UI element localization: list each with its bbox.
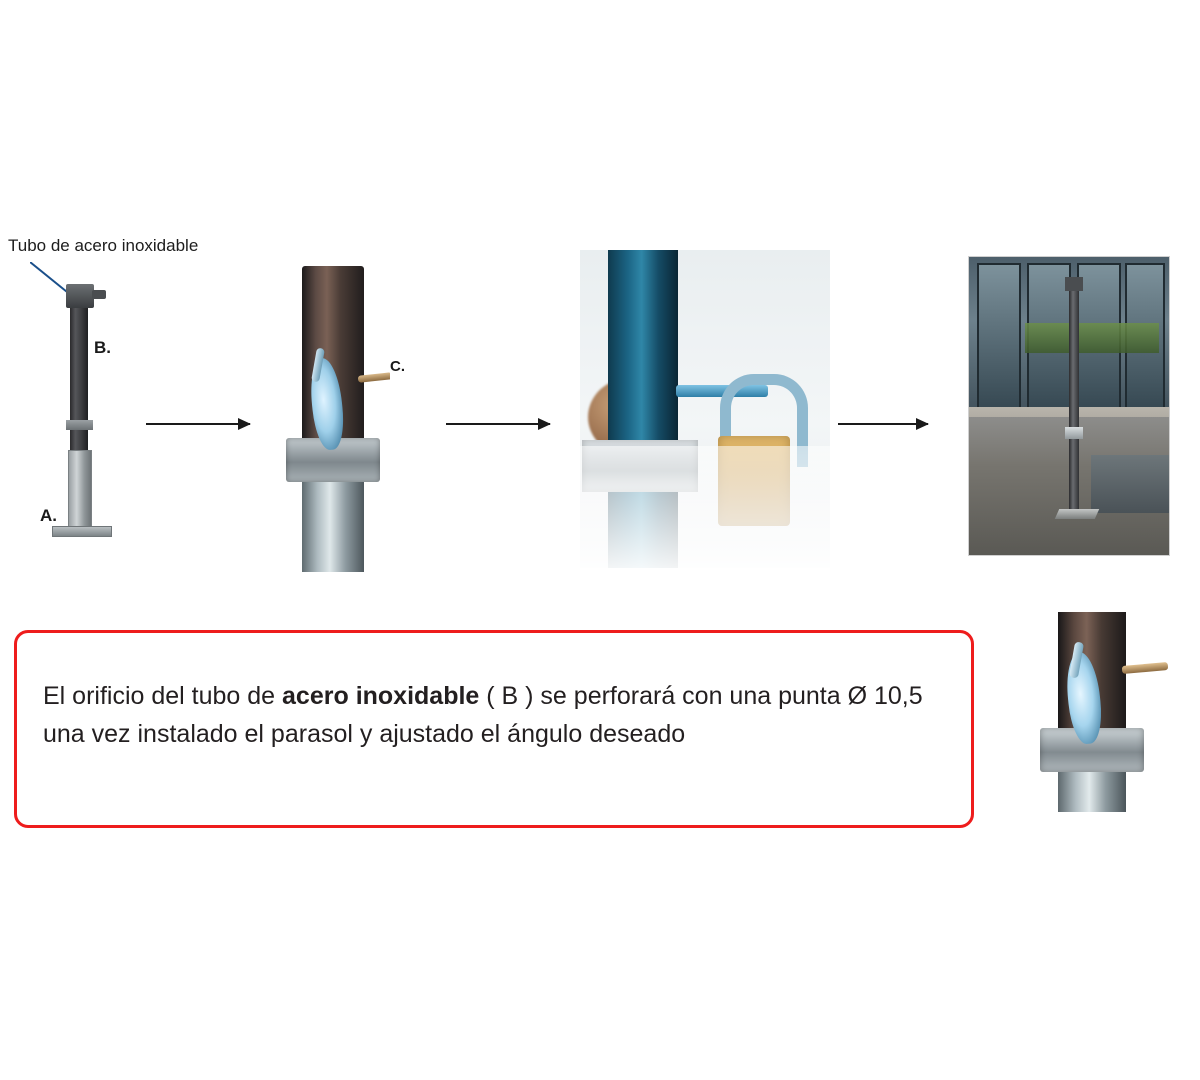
post-band-shape xyxy=(66,420,93,430)
step4-installed-post xyxy=(1069,283,1079,515)
step-3-photo xyxy=(580,250,830,568)
step-1-post-illustration xyxy=(40,270,160,560)
note-text-part1: El orificio del tubo de xyxy=(43,682,283,710)
stainless-tube-caption: Tubo de acero inoxidable xyxy=(8,236,199,255)
post-bolt-shape xyxy=(92,290,106,299)
detail-inset-photo xyxy=(1030,612,1180,812)
arrow-step1-to-step2 xyxy=(146,423,250,425)
note-text-bold: acero inoxidable xyxy=(282,682,480,710)
inset-pin xyxy=(1122,662,1169,674)
post-foot-shape xyxy=(52,526,112,537)
warning-callout-box xyxy=(14,630,974,828)
arrow-step3-to-step4 xyxy=(838,423,928,425)
step4-post-cap xyxy=(1065,277,1083,291)
label-a: A. xyxy=(40,506,57,525)
step4-garden xyxy=(1025,323,1159,353)
step4-base-plate xyxy=(1055,509,1099,519)
step4-clamp xyxy=(1065,427,1083,439)
step-2-photo xyxy=(278,266,390,572)
warning-callout-text xyxy=(43,677,945,753)
post-cap-shape xyxy=(66,284,94,308)
post-tube-shape xyxy=(70,292,88,474)
label-c: C. xyxy=(390,358,405,375)
post-base-shape xyxy=(68,450,92,530)
step-4-photo xyxy=(968,256,1170,556)
step4-pool xyxy=(1091,455,1169,513)
step4-window-1 xyxy=(977,263,1021,417)
step3-haze xyxy=(580,446,830,568)
arrow-step2-to-step3 xyxy=(446,423,550,425)
note-text-part2: ( B ) se perforará con una punta Ø 10,5 una vez instalado el parasol y ajustado el ángulo deseado xyxy=(43,682,923,748)
label-b: B. xyxy=(94,338,111,357)
